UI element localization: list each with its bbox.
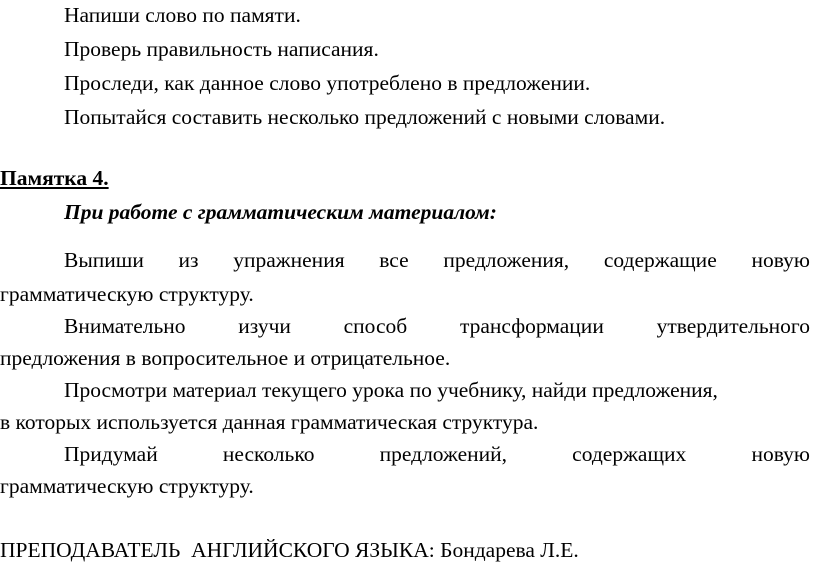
- word: все: [379, 248, 409, 272]
- memo-item-2-line-2: предложения в вопросительное и отрицательное.: [0, 346, 451, 370]
- word: из: [178, 248, 199, 272]
- word: трансформации: [459, 314, 604, 338]
- teacher-signature: [0, 537, 579, 563]
- word: предложений,: [379, 442, 508, 466]
- teacher-name: Бондарева Л.Е.: [440, 538, 579, 562]
- word: новую: [751, 442, 810, 466]
- word: новую: [751, 248, 810, 272]
- word: изучи: [238, 314, 291, 338]
- intro-item-1: Напиши слово по памяти.: [64, 3, 301, 27]
- memo-item-3-line-2: в которых используется данная грамматическая структура.: [0, 410, 539, 434]
- memo-item-3-line-1: Просмотри материал текущего урока по учебнику, найди предложения,: [64, 378, 718, 402]
- word: утвердительного: [656, 314, 810, 338]
- intro-item-2: Проверь правильность написания.: [64, 37, 379, 61]
- word: содержащих: [572, 442, 687, 466]
- memo-item-4-line-1: [64, 441, 810, 467]
- memo-item-1-line-2: грамматическую структуру.: [0, 282, 254, 306]
- intro-item-4: Попытайся составить несколько предложений с новыми словами.: [64, 105, 666, 129]
- memo-subtitle: При работе с грамматическим материалом:: [64, 200, 497, 224]
- word: способ: [343, 314, 408, 338]
- word: предложения,: [443, 248, 570, 272]
- memo-item-4-line-2: грамматическую структуру.: [0, 474, 254, 498]
- intro-item-3: Проследи, как данное слово употреблено в предложении.: [64, 71, 591, 95]
- word: Внимательно: [64, 314, 186, 338]
- memo-title: Памятка 4.: [0, 166, 109, 190]
- word: несколько: [222, 442, 315, 466]
- word: содержащие: [603, 248, 717, 272]
- word: упражнения: [233, 248, 345, 272]
- word: Выпиши: [64, 248, 144, 272]
- teacher-role: ПРЕПОДАВАТЕЛЬ АНГЛИЙСКОГО ЯЗЫКА:: [0, 538, 435, 562]
- memo-item-2-line-1: [64, 313, 810, 339]
- memo-item-1-line-1: [64, 247, 810, 273]
- word: Придумай: [64, 442, 158, 466]
